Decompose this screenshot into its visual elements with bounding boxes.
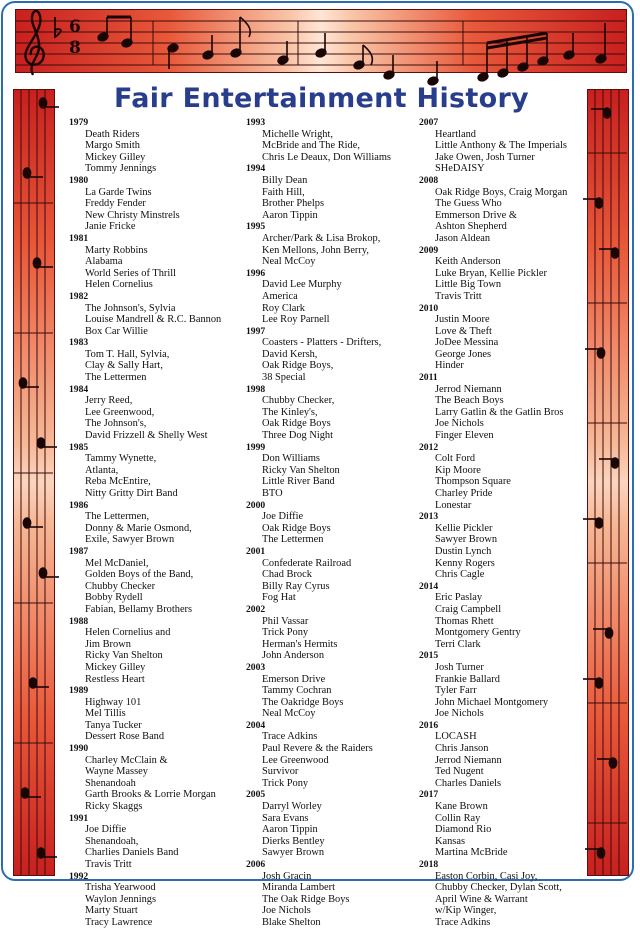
year-label: 2008: [419, 174, 439, 186]
year-block: [69, 291, 239, 337]
year-label: 1982: [69, 290, 89, 302]
act-name: Craig Campbell: [435, 603, 502, 615]
year-label: 1984: [69, 383, 89, 395]
year-block: [246, 662, 416, 720]
act-name: Jerry Reed,: [85, 395, 133, 407]
year-block: [246, 789, 416, 859]
act-name: Alabama: [85, 256, 123, 268]
act-name: Trick Pony: [262, 777, 309, 789]
act-name: The Beach Boys: [435, 395, 504, 407]
act-name: Jim Brown: [85, 638, 131, 650]
act-name: Dierks Bentley: [262, 835, 325, 847]
act-name: Don Williams: [262, 453, 320, 465]
year-block: [69, 871, 239, 929]
act-name: Phil Vassar: [262, 615, 309, 627]
act-name: Chris Le Deaux, Don Williams: [262, 151, 391, 163]
year-label: 2015: [419, 650, 439, 662]
act-name: Box Car Willie: [85, 325, 148, 337]
year-label: 1989: [69, 685, 89, 697]
act-name: Jerrod Niemann: [435, 754, 502, 766]
act-name: Ricky Skaggs: [85, 801, 143, 813]
top-notes: [97, 17, 607, 86]
act-name: Michelle Wright,: [262, 128, 333, 140]
act-name: Little Big Town: [435, 279, 502, 291]
act-name: David Lee Murphy: [262, 279, 342, 291]
year-label: 1981: [69, 232, 89, 244]
act-name: Billy Ray Cyrus: [262, 580, 330, 592]
year-label: 2000: [246, 499, 266, 511]
act-name: Lee Greenwood,: [85, 406, 155, 418]
act-name: Josh Gracin: [262, 870, 312, 882]
year-block: [69, 233, 239, 291]
act-name: Travis Tritt: [435, 290, 482, 302]
act-name: The Johnson's,: [85, 418, 147, 430]
year-label: 2013: [419, 511, 439, 523]
act-name: Sawyer Brown: [435, 534, 498, 546]
act-name: The Lettermen,: [85, 511, 150, 523]
year-block: [246, 221, 416, 267]
act-name: JoDee Messina: [435, 337, 499, 349]
act-name: Billy Dean: [262, 174, 308, 186]
act-name: Exile, Sawyer Brown: [85, 534, 175, 546]
year-block: [69, 813, 239, 871]
year-block: [246, 268, 416, 326]
year-label: 1988: [69, 615, 89, 627]
year-label: 1998: [246, 383, 266, 395]
act-name: Tommy Jennings: [85, 163, 157, 175]
act-name: Mel McDaniel,: [85, 557, 149, 569]
year-block: [419, 859, 584, 929]
year-label: 1980: [69, 174, 89, 186]
year-label: 2014: [419, 580, 439, 592]
act-name: Confederate Railroad: [262, 557, 352, 569]
act-name: Charley Pride: [435, 488, 493, 499]
act-name: Kenny Rogers: [435, 557, 495, 569]
year-block: [69, 442, 239, 500]
act-name: Helen Cornelius: [85, 279, 153, 291]
act-name: Golden Boys of the Band,: [85, 569, 194, 581]
act-name: Waylon Jennings: [85, 893, 157, 905]
act-name: Justin Moore: [435, 314, 490, 326]
year-block: [246, 859, 416, 929]
act-name: Roy Clark: [262, 302, 306, 314]
act-name: Chad Brock: [262, 569, 312, 581]
year-label: 2003: [246, 661, 266, 673]
column-1: [69, 117, 239, 929]
act-name: Lee Roy Parnell: [262, 314, 330, 326]
year-block: [419, 372, 584, 442]
act-name: Death Riders: [85, 128, 140, 140]
act-name: Joe Nichols: [435, 708, 484, 720]
year-block: [246, 326, 416, 384]
act-name: Terri Clark: [435, 638, 481, 650]
act-name: Ken Mellons, John Berry,: [262, 244, 369, 256]
act-name: Margo Smith: [85, 140, 140, 152]
year-block: [419, 789, 584, 859]
year-block: [419, 175, 584, 245]
act-name: Lonestar: [435, 499, 472, 511]
column-3: [419, 117, 584, 929]
page-title: Fair Entertainment History: [114, 83, 529, 114]
act-name: Collin Ray: [435, 812, 481, 824]
act-name: Mickey Gilley: [85, 151, 146, 163]
act-name: Oak Ridge Boys: [262, 522, 331, 534]
act-name: Aaron Tippin: [262, 209, 318, 221]
act-name: Charley McClain &: [85, 754, 168, 766]
year-label: 2006: [246, 859, 266, 870]
year-label: 2016: [419, 719, 439, 731]
year-block: [246, 546, 416, 604]
year-label: 1993: [246, 117, 266, 128]
year-block: [69, 117, 239, 175]
year-label: 1997: [246, 325, 266, 337]
year-label: 2011: [419, 372, 438, 384]
year-label: 2009: [419, 244, 439, 256]
act-name: Chris Cagle: [435, 569, 485, 581]
act-name: Heartland: [435, 128, 476, 140]
act-name: Herman's Hermits: [262, 638, 338, 650]
act-name: Tanya Tucker: [85, 719, 142, 731]
act-name: New Christy Minstrels: [85, 209, 180, 221]
year-block: [419, 117, 584, 175]
act-name: Tammy Cochran: [262, 685, 332, 697]
act-name: Keith Anderson: [435, 256, 501, 268]
year-label: 2002: [246, 603, 266, 615]
act-name: Charles Daniels: [435, 777, 502, 789]
year-block: [419, 581, 584, 651]
act-name: Jason Aldean: [435, 232, 491, 244]
act-name: Joe Nichols: [435, 418, 484, 430]
act-name: Oak Ridge Boys,: [262, 360, 334, 372]
year-label: 1987: [69, 545, 89, 557]
act-name: Emerson Drive: [262, 673, 326, 685]
act-name: Trick Pony: [262, 627, 309, 639]
act-name: Tyler Farr: [435, 685, 477, 697]
act-name: 38 Special: [262, 372, 306, 384]
year-label: 1986: [69, 499, 89, 511]
act-name: Finger Eleven: [435, 430, 494, 442]
act-name: Joe Nichols: [262, 905, 311, 917]
year-block: [246, 604, 416, 662]
act-name: McBride and The Ride,: [262, 140, 360, 152]
year-label: 1999: [246, 441, 266, 453]
year-label: 1992: [69, 870, 89, 882]
act-name: The Oakridge Boys: [262, 696, 344, 708]
act-name: Neal McCoy: [262, 256, 316, 268]
act-name: David Kersh,: [262, 348, 318, 360]
act-name: Fog Hat: [262, 592, 296, 604]
act-name: Dustin Lynch: [435, 545, 492, 557]
act-name: Little Anthony & The Imperials: [435, 140, 567, 152]
act-name: Mickey Gilley: [85, 661, 146, 673]
year-label: 1995: [246, 221, 266, 233]
year-label: 2004: [246, 719, 266, 731]
act-name: The Oak Ridge Boys: [262, 893, 350, 905]
act-name: Joe Diffie: [85, 824, 127, 836]
poster-frame: [1, 1, 634, 928]
act-name: Louise Mandrell & R.C. Bannon: [85, 314, 222, 326]
act-name: Marty Robbins: [85, 244, 148, 256]
year-block: [246, 442, 416, 500]
act-name: Chubby Checker: [85, 580, 156, 592]
time-signature-top: 6: [69, 17, 81, 37]
act-name: America: [262, 290, 298, 302]
act-name: Shenandoah,: [85, 835, 139, 847]
right-staff-notes: [583, 108, 619, 858]
year-block: [69, 743, 239, 813]
act-name: Hinder: [435, 360, 464, 372]
year-label: 2017: [419, 789, 439, 801]
act-name: Luke Bryan, Kellie Pickler: [435, 267, 547, 279]
act-name: Oak Ridge Boys: [262, 418, 331, 430]
act-name: Ricky Van Shelton: [85, 650, 163, 662]
act-name: Donny & Marie Osmond,: [85, 522, 192, 534]
act-name: Thompson Square: [435, 476, 511, 488]
act-name: John Michael Montgomery: [435, 696, 549, 708]
act-name: Marty Stuart: [85, 905, 138, 917]
act-name: Kellie Pickler: [435, 522, 493, 534]
act-name: Trace Adkins: [262, 731, 318, 743]
year-label: 1979: [69, 117, 89, 128]
act-name: The Lettermen: [85, 372, 147, 384]
year-label: 1991: [69, 812, 89, 824]
act-name: Oak Ridge Boys, Craig Morgan: [435, 186, 568, 198]
year-block: [69, 384, 239, 442]
act-name: Trace Adkins: [435, 916, 491, 928]
act-name: Faith Hill,: [262, 186, 305, 198]
act-name: Frankie Ballard: [435, 673, 500, 685]
act-name: Wayne Massey: [85, 766, 148, 778]
act-name: Ashton Shepherd: [435, 221, 507, 233]
act-name: Survivor: [262, 766, 299, 778]
year-block: [419, 511, 584, 581]
act-name: Chubby Checker,: [262, 395, 335, 407]
act-name: Restless Heart: [85, 673, 145, 685]
year-label: 1983: [69, 337, 89, 349]
act-name: Joe Diffie: [262, 511, 304, 523]
act-name: Nitty Gritty Dirt Band: [85, 488, 178, 499]
year-label: 2005: [246, 789, 266, 801]
year-label: 1994: [246, 163, 266, 175]
act-name: Coasters - Platters - Drifters,: [262, 337, 382, 349]
year-label: 2001: [246, 545, 266, 557]
act-name: Highway 101: [85, 696, 142, 708]
act-name: The Lettermen: [262, 534, 324, 546]
act-name: Trisha Yearwood: [85, 882, 156, 894]
act-name: Kansas: [435, 835, 466, 847]
act-name: LOCASH: [435, 731, 477, 743]
year-label: 1985: [69, 441, 89, 453]
act-name: Tom T. Hall, Sylvia,: [85, 348, 170, 360]
act-name: Thomas Rhett: [435, 615, 494, 627]
year-block: [69, 685, 239, 743]
column-2: [246, 117, 416, 929]
act-name: Darryl Worley: [262, 801, 322, 813]
act-name: w/Kip Winger,: [435, 905, 497, 917]
flat-icon: [55, 17, 61, 37]
year-block: [246, 163, 416, 221]
act-name: The Johnson's, Sylvia: [85, 302, 176, 314]
year-block: [246, 384, 416, 442]
year-label: 1990: [69, 743, 89, 755]
year-block: [69, 175, 239, 233]
year-label: 2007: [419, 117, 439, 128]
act-name: Lee Greenwood: [262, 754, 329, 766]
act-name: Paul Revere & the Raiders: [262, 743, 373, 755]
act-name: John Anderson: [262, 650, 325, 662]
act-name: Dessert Rose Band: [85, 731, 165, 743]
act-name: Emmerson Drive &: [435, 209, 517, 221]
act-name: The Guess Who: [435, 198, 502, 210]
year-block: [419, 650, 584, 720]
act-name: Shenandoah: [85, 777, 136, 789]
act-name: Travis Tritt: [85, 859, 132, 870]
act-name: Bobby Rydell: [85, 592, 143, 604]
act-name: Ricky Van Shelton: [262, 464, 340, 476]
act-name: Love & Theft: [435, 325, 492, 337]
year-block: [246, 720, 416, 790]
act-name: Josh Turner: [435, 661, 484, 673]
act-name: Little River Band: [262, 476, 335, 488]
year-block: [419, 720, 584, 790]
act-name: Sawyer Brown: [262, 847, 325, 859]
act-name: Blake Shelton: [262, 916, 321, 928]
act-name: Clay & Sally Hart,: [85, 360, 163, 372]
act-name: Helen Cornelius and: [85, 627, 171, 639]
act-name: Martina McBride: [435, 847, 508, 859]
act-name: The Kinley's,: [262, 406, 318, 418]
year-block: [69, 337, 239, 383]
act-name: Montgomery Gentry: [435, 627, 521, 639]
act-name: Miranda Lambert: [262, 882, 335, 894]
year-block: [246, 500, 416, 546]
act-name: George Jones: [435, 348, 492, 360]
act-name: Ted Nugent: [435, 766, 484, 778]
act-name: Sara Evans: [262, 812, 309, 824]
act-name: Tammy Wynette,: [85, 453, 157, 465]
act-name: Larry Gatlin & the Gatlin Bros: [435, 406, 564, 418]
time-signature-bottom: 8: [69, 38, 81, 58]
act-name: Aaron Tippin: [262, 824, 318, 836]
act-name: Brother Phelps: [262, 198, 325, 210]
act-name: Mel Tillis: [85, 708, 126, 720]
year-label: 2012: [419, 441, 439, 453]
act-name: Easton Corbin, Casi Joy,: [435, 870, 538, 882]
act-name: Chris Janson: [435, 743, 489, 755]
act-name: Fabian, Bellamy Brothers: [85, 603, 193, 615]
act-name: Diamond Rio: [435, 824, 492, 836]
year-block: [419, 245, 584, 303]
left-staff-notes: [19, 98, 59, 858]
year-block: [419, 303, 584, 373]
act-name: Chubby Checker, Dylan Scott,: [435, 882, 562, 894]
act-name: Charlies Daniels Band: [85, 847, 179, 859]
act-name: La Garde Twins: [85, 186, 152, 198]
act-name: Reba McEntire,: [85, 476, 151, 488]
act-name: Kane Brown: [435, 801, 488, 813]
act-name: Colt Ford: [435, 453, 476, 465]
act-name: Janie Fricke: [85, 221, 136, 233]
act-name: Kip Moore: [435, 464, 481, 476]
year-block: [419, 442, 584, 512]
act-name: Archer/Park & Lisa Brokop,: [262, 232, 381, 244]
year-block: [69, 500, 239, 546]
act-name: Three Dog Night: [262, 430, 333, 442]
year-label: 2018: [419, 859, 439, 870]
act-name: David Frizzell & Shelly West: [85, 430, 208, 442]
act-name: Jake Owen, Josh Turner: [435, 151, 535, 163]
act-name: Eric Paslay: [435, 592, 483, 604]
act-name: April Wine & Warrant: [435, 893, 528, 905]
act-name: World Series of Thrill: [85, 267, 177, 279]
year-label: 1996: [246, 267, 266, 279]
act-name: SHeDAISY: [435, 163, 485, 175]
act-name: Jerrod Niemann: [435, 383, 502, 395]
act-name: Freddy Fender: [85, 198, 146, 210]
year-block: [69, 546, 239, 616]
year-label: 2010: [419, 302, 439, 314]
act-name: Atlanta,: [85, 464, 119, 476]
act-name: Garth Brooks & Lorrie Morgan: [85, 789, 216, 801]
act-name: Neal McCoy: [262, 708, 316, 720]
year-block: [69, 616, 239, 686]
act-name: BTO: [262, 488, 283, 499]
act-name: Tracy Lawrence: [85, 916, 153, 928]
year-block: [246, 117, 416, 163]
